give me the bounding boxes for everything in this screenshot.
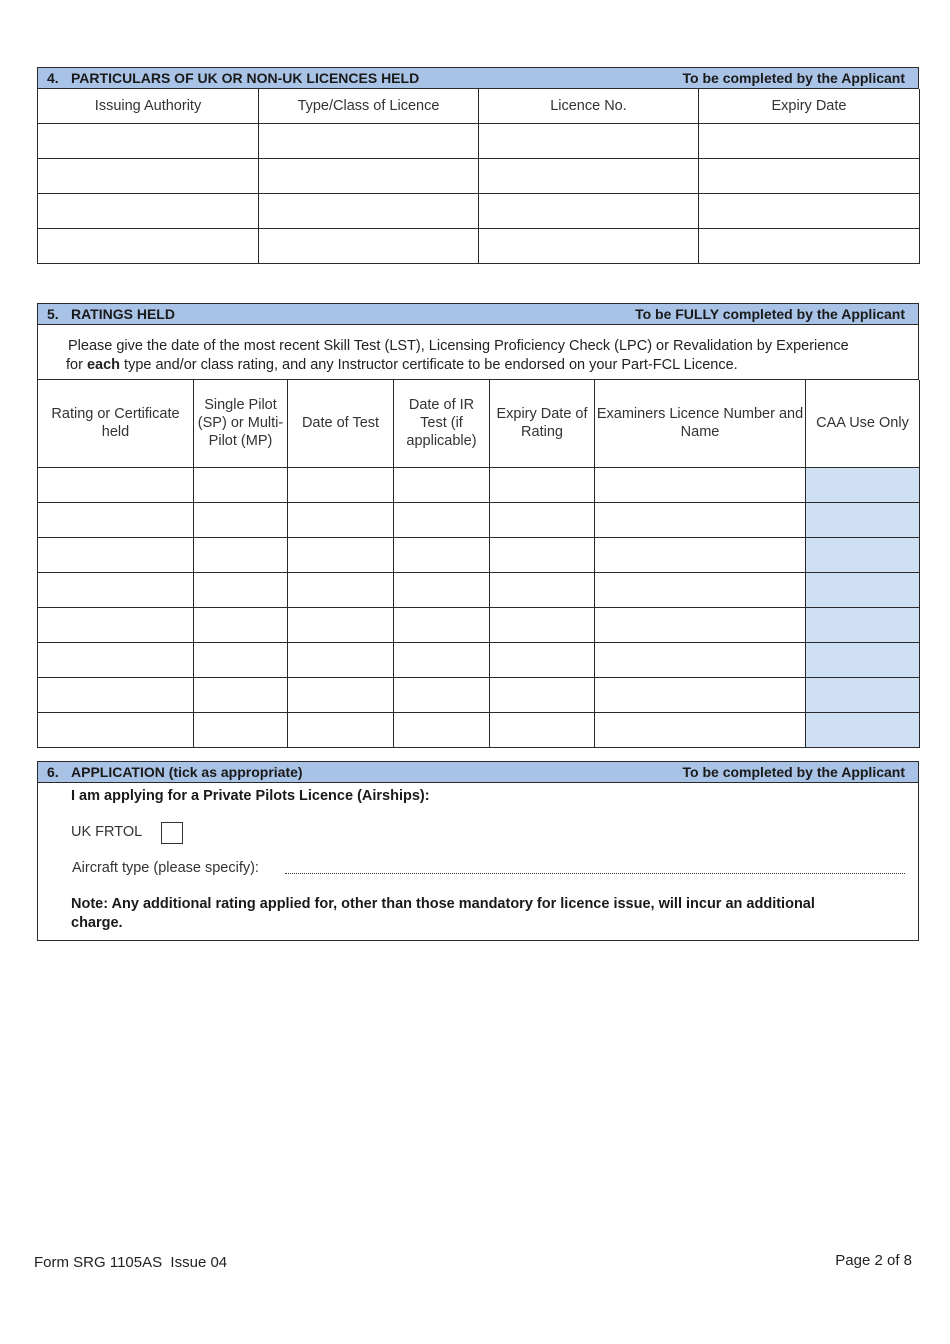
rating-cell[interactable] xyxy=(595,677,806,712)
rating-cell[interactable] xyxy=(595,572,806,607)
col-licence-no: Licence No. xyxy=(479,89,699,123)
rating-cell[interactable] xyxy=(288,502,394,537)
ratings-header-row xyxy=(38,380,920,467)
rating-cell[interactable] xyxy=(38,537,194,572)
instruction-post: type and/or class rating, and any Instructor certificate to be endorsed on your Part-FCL Licence. xyxy=(120,357,738,373)
additional-rating-note xyxy=(71,895,815,933)
section-4-number: 4. xyxy=(47,70,59,86)
instruction-pre: for xyxy=(66,357,87,373)
rating-cell[interactable] xyxy=(38,572,194,607)
rating-row xyxy=(38,607,920,642)
caa-use-cell xyxy=(806,712,920,747)
caa-use-cell xyxy=(806,467,920,502)
licence-row xyxy=(38,193,920,228)
rating-cell[interactable] xyxy=(394,467,490,502)
col-issuing-authority: Issuing Authority xyxy=(38,89,259,123)
licence-row xyxy=(38,123,920,158)
rating-cell[interactable] xyxy=(194,572,288,607)
licence-row xyxy=(38,228,920,263)
licence-cell[interactable] xyxy=(699,193,920,228)
page-number: Page 2 of 8 xyxy=(835,1252,912,1269)
rating-row xyxy=(38,467,920,502)
licences-header-row xyxy=(38,89,920,123)
rating-cell[interactable] xyxy=(595,607,806,642)
section-4-note: To be completed by the Applicant xyxy=(682,70,905,86)
col-caa-use: CAA Use Only xyxy=(806,380,920,467)
caa-use-cell xyxy=(806,607,920,642)
rating-cell[interactable] xyxy=(194,502,288,537)
licence-cell[interactable] xyxy=(479,228,699,263)
rating-cell[interactable] xyxy=(288,642,394,677)
instruction-line-1: Please give the date of the most recent Skill Test (LST), Licensing Proficiency Check (LPC) or Revalidation by Experience xyxy=(68,338,849,354)
aircraft-type-label: Aircraft type (please specify): xyxy=(72,860,259,876)
note-line-1: Note: Any additional rating applied for, other than those mandatory for licence issue, will incur an additional xyxy=(71,896,815,912)
rating-cell[interactable] xyxy=(38,502,194,537)
licence-cell[interactable] xyxy=(259,123,479,158)
rating-cell[interactable] xyxy=(490,712,595,747)
licence-cell[interactable] xyxy=(699,123,920,158)
section-6-header xyxy=(37,761,919,783)
col-expiry-rating: Expiry Date of Rating xyxy=(490,380,595,467)
section-5-instructions xyxy=(37,325,919,380)
licence-cell[interactable] xyxy=(38,123,259,158)
section-6-note: To be completed by the Applicant xyxy=(682,764,905,780)
rating-cell[interactable] xyxy=(38,607,194,642)
rating-cell[interactable] xyxy=(194,537,288,572)
section-5-header xyxy=(37,303,919,325)
caa-use-cell xyxy=(806,572,920,607)
rating-cell[interactable] xyxy=(595,502,806,537)
rating-cell[interactable] xyxy=(194,607,288,642)
applying-statement: I am applying for a Private Pilots Licence (Airships): xyxy=(71,788,430,804)
licence-cell[interactable] xyxy=(259,193,479,228)
rating-cell[interactable] xyxy=(194,712,288,747)
caa-use-cell xyxy=(806,502,920,537)
rating-cell[interactable] xyxy=(490,607,595,642)
rating-cell[interactable] xyxy=(394,607,490,642)
rating-cell[interactable] xyxy=(288,607,394,642)
rating-cell[interactable] xyxy=(490,642,595,677)
col-rating-certificate: Rating or Certificate held xyxy=(38,380,194,467)
section-5-note: To be FULLY completed by the Applicant xyxy=(635,306,905,322)
application-body xyxy=(37,783,919,941)
section-6-number: 6. xyxy=(47,764,59,780)
rating-cell[interactable] xyxy=(595,467,806,502)
section-5-ratings-held xyxy=(37,303,919,748)
rating-row xyxy=(38,572,920,607)
rating-cell[interactable] xyxy=(394,712,490,747)
rating-cell[interactable] xyxy=(490,502,595,537)
section-6-application xyxy=(37,761,919,941)
rating-cell[interactable] xyxy=(288,677,394,712)
rating-row xyxy=(38,502,920,537)
rating-cell[interactable] xyxy=(490,572,595,607)
rating-cell[interactable] xyxy=(595,642,806,677)
licence-cell[interactable] xyxy=(479,123,699,158)
col-examiner: Examiners Licence Number and Name xyxy=(595,380,806,467)
section-4-header xyxy=(37,67,919,89)
rating-row xyxy=(38,712,920,747)
rating-cell[interactable] xyxy=(394,537,490,572)
licence-cell[interactable] xyxy=(259,158,479,193)
col-expiry-date: Expiry Date xyxy=(699,89,920,123)
caa-use-cell xyxy=(806,537,920,572)
licence-cell[interactable] xyxy=(38,193,259,228)
licence-cell[interactable] xyxy=(38,158,259,193)
rating-cell[interactable] xyxy=(194,677,288,712)
col-date-of-test: Date of Test xyxy=(288,380,394,467)
licence-cell[interactable] xyxy=(479,158,699,193)
licence-cell[interactable] xyxy=(699,158,920,193)
note-line-2: charge. xyxy=(71,915,123,931)
rating-cell[interactable] xyxy=(288,572,394,607)
instruction-bold-each: each xyxy=(86,357,121,373)
rating-cell[interactable] xyxy=(194,642,288,677)
rating-cell[interactable] xyxy=(38,712,194,747)
col-sp-mp: Single Pilot (SP) or Multi-Pilot (MP) xyxy=(194,380,288,467)
col-type-class: Type/Class of Licence xyxy=(259,89,479,123)
col-date-ir-test: Date of IR Test (if applicable) xyxy=(394,380,490,467)
rating-cell[interactable] xyxy=(394,677,490,712)
rating-cell[interactable] xyxy=(490,467,595,502)
aircraft-type-field[interactable] xyxy=(285,859,905,874)
rating-cell[interactable] xyxy=(38,642,194,677)
section-4-licences-held xyxy=(37,67,919,264)
frtol-checkbox[interactable] xyxy=(161,822,183,844)
licences-table xyxy=(37,89,920,264)
rating-row xyxy=(38,537,920,572)
licence-cell[interactable] xyxy=(38,228,259,263)
rating-cell[interactable] xyxy=(288,712,394,747)
rating-cell[interactable] xyxy=(288,537,394,572)
instruction-line-2 xyxy=(66,356,906,375)
licence-cell[interactable] xyxy=(699,228,920,263)
licence-cell[interactable] xyxy=(259,228,479,263)
rating-cell[interactable] xyxy=(595,712,806,747)
frtol-label: UK FRTOL xyxy=(71,824,143,840)
rating-cell[interactable] xyxy=(490,677,595,712)
ratings-table xyxy=(37,380,920,748)
rating-row xyxy=(38,677,920,712)
rating-row xyxy=(38,642,920,677)
rating-cell[interactable] xyxy=(194,467,288,502)
rating-cell[interactable] xyxy=(394,572,490,607)
rating-cell[interactable] xyxy=(288,467,394,502)
section-4-title: PARTICULARS OF UK OR NON-UK LICENCES HELD xyxy=(71,70,420,86)
section-5-number: 5. xyxy=(47,306,59,322)
rating-cell[interactable] xyxy=(38,467,194,502)
section-6-title: APPLICATION (tick as appropriate) xyxy=(71,764,303,780)
caa-use-cell xyxy=(806,677,920,712)
form-identifier: Form SRG 1105AS Issue 04 xyxy=(34,1254,228,1271)
caa-use-cell xyxy=(806,642,920,677)
licence-cell[interactable] xyxy=(479,193,699,228)
licence-row xyxy=(38,158,920,193)
rating-cell[interactable] xyxy=(394,642,490,677)
section-5-title: RATINGS HELD xyxy=(71,306,175,322)
rating-cell[interactable] xyxy=(490,537,595,572)
rating-cell[interactable] xyxy=(38,677,194,712)
rating-cell[interactable] xyxy=(595,537,806,572)
rating-cell[interactable] xyxy=(394,502,490,537)
